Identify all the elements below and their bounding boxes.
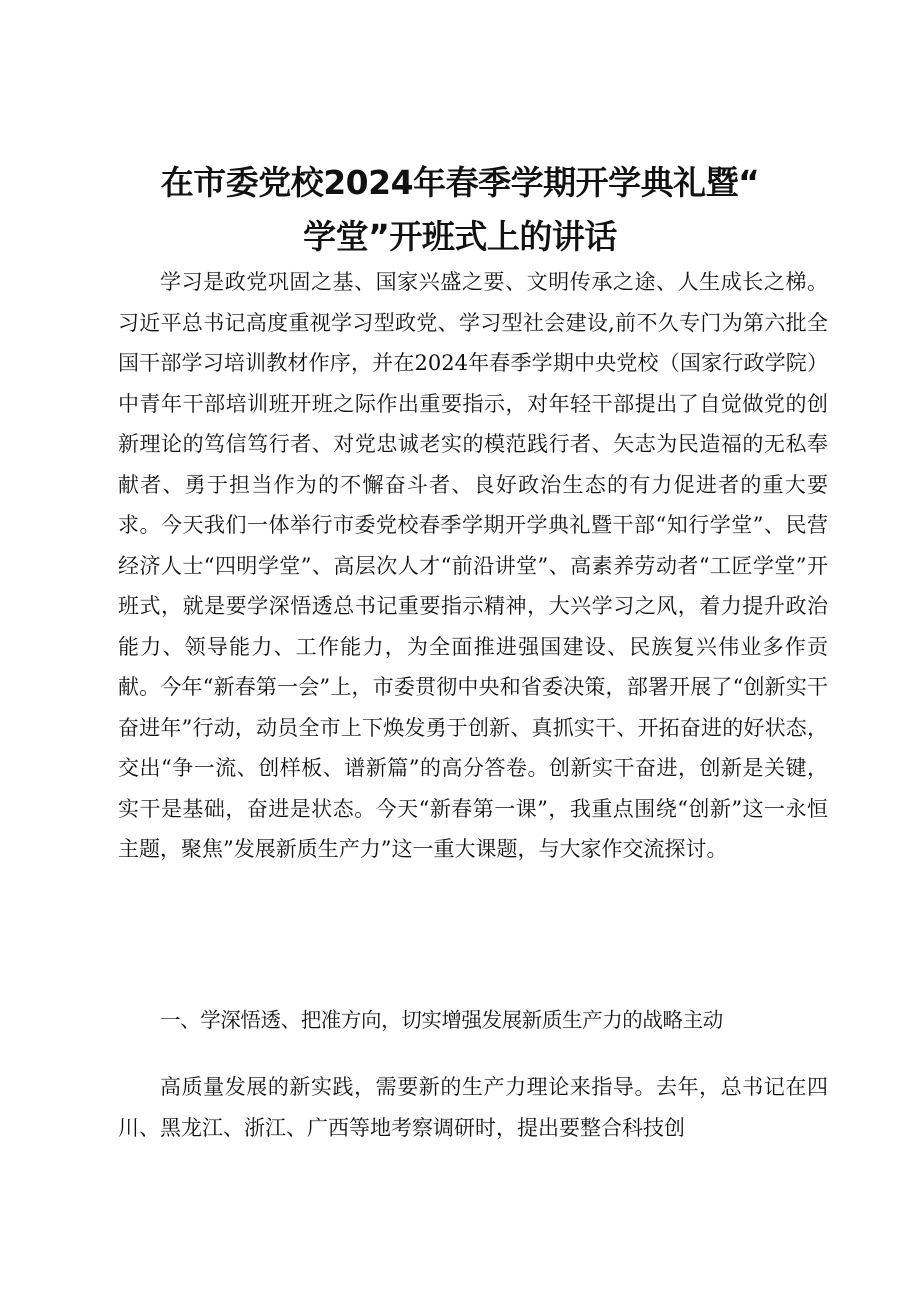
body-paragraph-2: 高质量发展的新实践，需要新的生产力理论来指导。去年，总书记在四川、黑龙江、浙江、广西等地考察调研时，提出要整合科技创 [118, 1075, 828, 1140]
body-paragraph-1: 学习是政党巩固之基、国家兴盛之要、文明传承之途、人生成长之梯。习近平总书记高度重视学习型政党、学习型社会建设,前不久专门为第六批全国干部学习培训教材作序，并在2024年春季学期中央党校（国家行政学院）中青年干部培训班开班之际作出重要指示，对年轻干部提出了自觉做党的创新理论的笃信笃行者、对党忠诚老实的模范践行者、矢志为民造福的无私奉献者、勇于担当作为的不懈奋斗者、良好政治生态的有力促进者的重大要求。今天我们一体举行市委党校春季学期开学典礼暨干部“知行学堂”、民营经济人士“四明学堂”、高层次人才“前沿讲堂”、高素养劳动者“工匠学堂”开班式，就是要学深悟透总书记重要指示精神，大兴学习之风，着力提升政治能力、领导能力、工作能力，为全面推进强国建设、民族复兴伟业多作贡献。今年“新春第一会”上，市委贯彻中央和省委决策，部署开展了“创新实干奋进年”行动，动员全市上下焕发勇于创新、真抓实干、开拓奋进的好状态，交出“争一流、创样板、谱新篇”的高分答卷。创新实干奋进，创新是关键，实干是基础，奋进是状态。今天“新春第一课”，我重点围绕“创新”这一永恒主题，聚焦”发展新质生产力”这一重大课题，与大家作交流探讨。 [118, 270, 828, 861]
document-title-line-2: 学堂”开班式上的讲话 [303, 217, 617, 256]
document-title-line-1: 在市委党校2024年春季学期开学典礼暨“ [160, 163, 760, 202]
section-heading-1: 一、学深悟透、把准方向，切实增强发展新质生产力的战略主动 [160, 1008, 723, 1032]
